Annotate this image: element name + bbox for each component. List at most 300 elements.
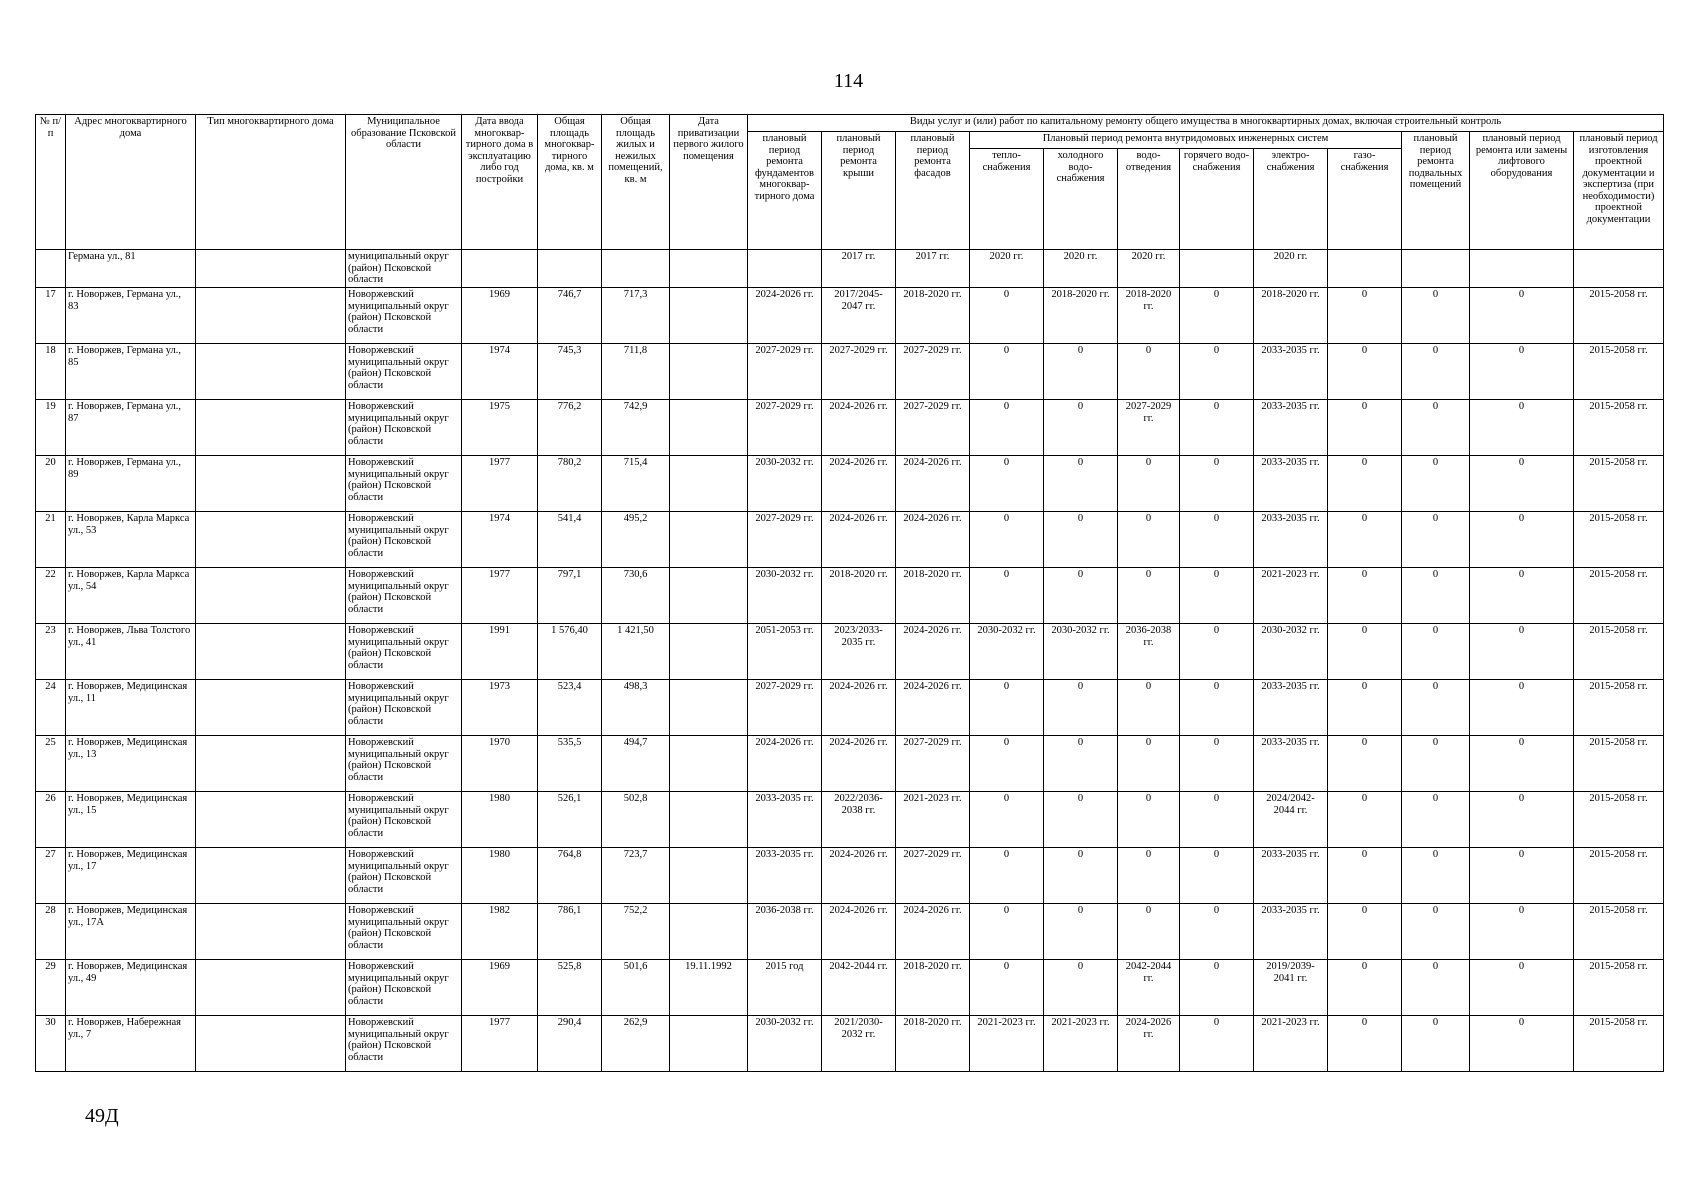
cell-project: 2015-2058 гг. [1574, 960, 1664, 1016]
cell-num: 17 [36, 288, 66, 344]
cell-basement: 0 [1402, 736, 1470, 792]
cell-facade: 2021-2023 гг. [896, 792, 970, 848]
cell-roof: 2021/2030-2032 гг. [822, 1016, 896, 1072]
cell-foundation: 2015 год [748, 960, 822, 1016]
cell-living-area: 494,7 [602, 736, 670, 792]
cell-basement: 0 [1402, 960, 1470, 1016]
cell-electric: 2033-2035 гг. [1254, 512, 1328, 568]
cell-heat: 0 [970, 456, 1044, 512]
header-cold-water: холодного водо-снабжения [1044, 149, 1118, 250]
table-row-continuation [36, 250, 1664, 288]
cell-electric: 2033-2035 гг. [1254, 680, 1328, 736]
cell-gas [1328, 250, 1402, 288]
cell-foundation: 2030-2032 гг. [748, 568, 822, 624]
cell-year: 1977 [462, 1016, 538, 1072]
cell-hot-water: 0 [1180, 456, 1254, 512]
table-row [36, 344, 1664, 400]
cell-facade: 2018-2020 гг. [896, 568, 970, 624]
cell-cold-water: 0 [1044, 848, 1118, 904]
cell-type [196, 250, 346, 288]
header-gas: газо-снабжения [1328, 149, 1402, 250]
cell-total-area: 746,7 [538, 288, 602, 344]
cell-heat: 0 [970, 792, 1044, 848]
cell-privatization [670, 400, 748, 456]
cell-project: 2015-2058 гг. [1574, 512, 1664, 568]
cell-municipality: Новоржевский муниципальный округ (район) Псковской области [346, 400, 462, 456]
cell-electric: 2033-2035 гг. [1254, 736, 1328, 792]
cell-sewer: 2018-2020 гг. [1118, 288, 1180, 344]
cell-address: г. Новоржев, Медицинская ул., 49 [66, 960, 196, 1016]
cell-elevator: 0 [1470, 1016, 1574, 1072]
cell-municipality: Новоржевский муниципальный округ (район) Псковской области [346, 456, 462, 512]
cell-num: 20 [36, 456, 66, 512]
cell-heat: 2020 гг. [970, 250, 1044, 288]
cell-living-area: 752,2 [602, 904, 670, 960]
header-commission-date: Дата ввода многоквар-тирного дома в эксплуатацию либо год постройки [462, 115, 538, 250]
header-electric: электро-снабжения [1254, 149, 1328, 250]
cell-num: 18 [36, 344, 66, 400]
cell-total-area [538, 250, 602, 288]
cell-total-area: 745,3 [538, 344, 602, 400]
cell-basement: 0 [1402, 680, 1470, 736]
table-row [36, 512, 1664, 568]
cell-total-area: 780,2 [538, 456, 602, 512]
cell-facade: 2024-2026 гг. [896, 456, 970, 512]
cell-gas: 0 [1328, 848, 1402, 904]
cell-address: Германа ул., 81 [66, 250, 196, 288]
cell-basement: 0 [1402, 568, 1470, 624]
cell-year: 1974 [462, 512, 538, 568]
cell-cold-water: 0 [1044, 568, 1118, 624]
cell-num: 30 [36, 1016, 66, 1072]
table-row [36, 904, 1664, 960]
cell-address: г. Новоржев, Льва Толстого ул., 41 [66, 624, 196, 680]
table-row [36, 736, 1664, 792]
cell-cold-water: 2018-2020 гг. [1044, 288, 1118, 344]
cell-gas: 0 [1328, 624, 1402, 680]
cell-total-area: 526,1 [538, 792, 602, 848]
cell-gas: 0 [1328, 568, 1402, 624]
cell-living-area: 723,7 [602, 848, 670, 904]
cell-total-area: 541,4 [538, 512, 602, 568]
cell-living-area: 498,3 [602, 680, 670, 736]
cell-year: 1980 [462, 848, 538, 904]
table-row [36, 288, 1664, 344]
cell-total-area: 786,1 [538, 904, 602, 960]
cell-hot-water: 0 [1180, 1016, 1254, 1072]
cell-heat: 0 [970, 344, 1044, 400]
header-engineering-group: Плановый период ремонта внутридомовых инженерных систем [970, 132, 1402, 149]
cell-basement: 0 [1402, 792, 1470, 848]
cell-total-area: 764,8 [538, 848, 602, 904]
header-living-area: Общая площадь жилых и нежилых помещений, кв. м [602, 115, 670, 250]
table-row [36, 624, 1664, 680]
cell-elevator: 0 [1470, 456, 1574, 512]
header-works-group: Виды услуг и (или) работ по капитальному ремонту общего имущества в многоквартирных домах, включая строительный контроль [748, 115, 1664, 132]
cell-sewer: 2042-2044 гг. [1118, 960, 1180, 1016]
cell-gas: 0 [1328, 456, 1402, 512]
cell-project: 2015-2058 гг. [1574, 1016, 1664, 1072]
cell-cold-water: 0 [1044, 456, 1118, 512]
cell-sewer: 0 [1118, 512, 1180, 568]
cell-type [196, 624, 346, 680]
cell-cold-water: 0 [1044, 512, 1118, 568]
cell-sewer: 2020 гг. [1118, 250, 1180, 288]
cell-project: 2015-2058 гг. [1574, 680, 1664, 736]
cell-total-area: 1 576,40 [538, 624, 602, 680]
cell-electric: 2030-2032 гг. [1254, 624, 1328, 680]
cell-living-area: 711,8 [602, 344, 670, 400]
cell-gas: 0 [1328, 960, 1402, 1016]
header-facade: плановый период ремонта фасадов [896, 132, 970, 250]
cell-facade: 2027-2029 гг. [896, 736, 970, 792]
cell-hot-water: 0 [1180, 624, 1254, 680]
cell-project: 2015-2058 гг. [1574, 344, 1664, 400]
cell-project: 2015-2058 гг. [1574, 288, 1664, 344]
cell-foundation: 2024-2026 гг. [748, 288, 822, 344]
cell-type [196, 512, 346, 568]
cell-project: 2015-2058 гг. [1574, 736, 1664, 792]
cell-municipality: Новоржевский муниципальный округ (район) Псковской области [346, 512, 462, 568]
cell-facade: 2027-2029 гг. [896, 400, 970, 456]
cell-project: 2015-2058 гг. [1574, 848, 1664, 904]
cell-project: 2015-2058 гг. [1574, 568, 1664, 624]
cell-heat: 0 [970, 904, 1044, 960]
header-basement: плановый период ремонта подвальных помещений [1402, 132, 1470, 250]
cell-facade: 2024-2026 гг. [896, 512, 970, 568]
cell-num: 21 [36, 512, 66, 568]
cell-elevator: 0 [1470, 736, 1574, 792]
cell-facade: 2024-2026 гг. [896, 680, 970, 736]
cell-municipality: Новоржевский муниципальный округ (район) Псковской области [346, 624, 462, 680]
cell-type [196, 904, 346, 960]
cell-municipality: Новоржевский муниципальный округ (район) Псковской области [346, 960, 462, 1016]
cell-heat: 0 [970, 400, 1044, 456]
cell-municipality: Новоржевский муниципальный округ (район) Псковской области [346, 568, 462, 624]
cell-cold-water: 0 [1044, 400, 1118, 456]
cell-living-area: 1 421,50 [602, 624, 670, 680]
cell-num: 19 [36, 400, 66, 456]
cell-basement: 0 [1402, 624, 1470, 680]
table-row [36, 792, 1664, 848]
cell-hot-water: 0 [1180, 904, 1254, 960]
cell-year: 1991 [462, 624, 538, 680]
cell-municipality: Новоржевский муниципальный округ (район) Псковской области [346, 1016, 462, 1072]
cell-municipality: Новоржевский муниципальный округ (район) Псковской области [346, 792, 462, 848]
cell-address: г. Новоржев, Медицинская ул., 17А [66, 904, 196, 960]
cell-heat: 0 [970, 736, 1044, 792]
cell-municipality: Новоржевский муниципальный округ (район) Псковской области [346, 344, 462, 400]
header-heat: тепло-снабжения [970, 149, 1044, 250]
footer-code: 49Д [85, 1105, 119, 1127]
cell-elevator: 0 [1470, 792, 1574, 848]
capital-repair-table [35, 114, 1664, 1072]
cell-type [196, 848, 346, 904]
cell-heat: 0 [970, 960, 1044, 1016]
cell-year: 1977 [462, 456, 538, 512]
cell-roof: 2024-2026 гг. [822, 736, 896, 792]
cell-type [196, 792, 346, 848]
cell-elevator: 0 [1470, 680, 1574, 736]
cell-cold-water: 2030-2032 гг. [1044, 624, 1118, 680]
cell-num: 28 [36, 904, 66, 960]
cell-roof: 2017 гг. [822, 250, 896, 288]
cell-address: г. Новоржев, Медицинская ул., 17 [66, 848, 196, 904]
cell-basement: 0 [1402, 904, 1470, 960]
cell-roof: 2042-2044 гг. [822, 960, 896, 1016]
cell-roof: 2023/2033-2035 гг. [822, 624, 896, 680]
cell-foundation: 2036-2038 гг. [748, 904, 822, 960]
header-roof: плановый период ремонта крыши [822, 132, 896, 250]
cell-hot-water: 0 [1180, 288, 1254, 344]
cell-hot-water: 0 [1180, 848, 1254, 904]
cell-hot-water: 0 [1180, 960, 1254, 1016]
cell-total-area: 290,4 [538, 1016, 602, 1072]
cell-living-area: 262,9 [602, 1016, 670, 1072]
cell-year: 1975 [462, 400, 538, 456]
cell-privatization [670, 680, 748, 736]
cell-facade: 2017 гг. [896, 250, 970, 288]
cell-facade: 2018-2020 гг. [896, 960, 970, 1016]
cell-electric: 2018-2020 гг. [1254, 288, 1328, 344]
cell-year: 1970 [462, 736, 538, 792]
cell-municipality: муниципальный округ (район) Псковской области [346, 250, 462, 288]
cell-gas: 0 [1328, 792, 1402, 848]
cell-hot-water: 0 [1180, 512, 1254, 568]
cell-gas: 0 [1328, 512, 1402, 568]
cell-privatization [670, 904, 748, 960]
cell-foundation: 2027-2029 гг. [748, 680, 822, 736]
cell-gas: 0 [1328, 736, 1402, 792]
cell-total-area: 535,5 [538, 736, 602, 792]
cell-basement: 0 [1402, 848, 1470, 904]
cell-elevator: 0 [1470, 568, 1574, 624]
cell-cold-water: 0 [1044, 960, 1118, 1016]
cell-sewer: 0 [1118, 736, 1180, 792]
cell-heat: 2021-2023 гг. [970, 1016, 1044, 1072]
cell-total-area: 797,1 [538, 568, 602, 624]
cell-address: г. Новоржев, Медицинская ул., 13 [66, 736, 196, 792]
cell-foundation: 2033-2035 гг. [748, 792, 822, 848]
cell-facade: 2024-2026 гг. [896, 904, 970, 960]
cell-hot-water: 0 [1180, 344, 1254, 400]
cell-num: 25 [36, 736, 66, 792]
cell-cold-water: 0 [1044, 904, 1118, 960]
cell-project: 2015-2058 гг. [1574, 624, 1664, 680]
cell-hot-water: 0 [1180, 680, 1254, 736]
cell-privatization [670, 792, 748, 848]
cell-municipality: Новоржевский муниципальный округ (район) Псковской области [346, 848, 462, 904]
cell-privatization: 19.11.1992 [670, 960, 748, 1016]
cell-roof: 2024-2026 гг. [822, 512, 896, 568]
cell-facade: 2018-2020 гг. [896, 1016, 970, 1072]
cell-facade: 2027-2029 гг. [896, 848, 970, 904]
cell-address: г. Новоржев, Германа ул., 87 [66, 400, 196, 456]
cell-living-area: 730,6 [602, 568, 670, 624]
cell-address: г. Новоржев, Медицинская ул., 15 [66, 792, 196, 848]
cell-foundation: 2051-2053 гг. [748, 624, 822, 680]
cell-privatization [670, 1016, 748, 1072]
table-row [36, 848, 1664, 904]
cell-project: 2015-2058 гг. [1574, 456, 1664, 512]
cell-type [196, 680, 346, 736]
cell-foundation: 2024-2026 гг. [748, 736, 822, 792]
cell-living-area: 715,4 [602, 456, 670, 512]
cell-sewer: 0 [1118, 792, 1180, 848]
table-row [36, 680, 1664, 736]
cell-sewer: 0 [1118, 344, 1180, 400]
cell-municipality: Новоржевский муниципальный округ (район) Псковской области [346, 904, 462, 960]
cell-heat: 0 [970, 680, 1044, 736]
cell-basement: 0 [1402, 344, 1470, 400]
cell-heat: 0 [970, 848, 1044, 904]
table-row [36, 456, 1664, 512]
cell-privatization [670, 736, 748, 792]
cell-roof: 2024-2026 гг. [822, 400, 896, 456]
cell-type [196, 344, 346, 400]
cell-project [1574, 250, 1664, 288]
table-row [36, 400, 1664, 456]
cell-gas: 0 [1328, 400, 1402, 456]
cell-privatization [670, 848, 748, 904]
header-elevator: плановый период ремонта или замены лифтового оборудования [1470, 132, 1574, 250]
cell-facade: 2024-2026 гг. [896, 624, 970, 680]
cell-privatization [670, 250, 748, 288]
cell-electric: 2021-2023 гг. [1254, 1016, 1328, 1072]
cell-heat: 2030-2032 гг. [970, 624, 1044, 680]
cell-basement: 0 [1402, 456, 1470, 512]
cell-sewer: 0 [1118, 904, 1180, 960]
cell-gas: 0 [1328, 680, 1402, 736]
cell-elevator: 0 [1470, 960, 1574, 1016]
cell-roof: 2024-2026 гг. [822, 904, 896, 960]
cell-roof: 2018-2020 гг. [822, 568, 896, 624]
cell-sewer: 0 [1118, 456, 1180, 512]
cell-municipality: Новоржевский муниципальный округ (район) Псковской области [346, 680, 462, 736]
cell-address: г. Новоржев, Медицинская ул., 11 [66, 680, 196, 736]
cell-gas: 0 [1328, 904, 1402, 960]
cell-living-area: 742,9 [602, 400, 670, 456]
cell-num: 23 [36, 624, 66, 680]
cell-num [36, 250, 66, 288]
cell-foundation: 2030-2032 гг. [748, 456, 822, 512]
cell-foundation: 2030-2032 гг. [748, 1016, 822, 1072]
cell-electric: 2033-2035 гг. [1254, 904, 1328, 960]
cell-cold-water: 0 [1044, 792, 1118, 848]
cell-basement [1402, 250, 1470, 288]
cell-elevator: 0 [1470, 344, 1574, 400]
cell-num: 24 [36, 680, 66, 736]
cell-address: г. Новоржев, Карла Маркса ул., 54 [66, 568, 196, 624]
table-row [36, 1016, 1664, 1072]
cell-sewer: 0 [1118, 848, 1180, 904]
cell-hot-water: 0 [1180, 736, 1254, 792]
cell-total-area: 776,2 [538, 400, 602, 456]
cell-year: 1974 [462, 344, 538, 400]
cell-privatization [670, 456, 748, 512]
cell-basement: 0 [1402, 400, 1470, 456]
cell-privatization [670, 344, 748, 400]
cell-foundation: 2027-2029 гг. [748, 400, 822, 456]
cell-type [196, 400, 346, 456]
cell-roof: 2024-2026 гг. [822, 848, 896, 904]
cell-address: г. Новоржев, Набережная ул., 7 [66, 1016, 196, 1072]
cell-roof: 2017/2045-2047 гг. [822, 288, 896, 344]
cell-living-area: 502,8 [602, 792, 670, 848]
cell-cold-water: 0 [1044, 680, 1118, 736]
cell-address: г. Новоржев, Германа ул., 89 [66, 456, 196, 512]
cell-year: 1982 [462, 904, 538, 960]
cell-privatization [670, 288, 748, 344]
cell-type [196, 1016, 346, 1072]
cell-sewer: 0 [1118, 568, 1180, 624]
cell-living-area: 501,6 [602, 960, 670, 1016]
cell-roof: 2024-2026 гг. [822, 456, 896, 512]
cell-project: 2015-2058 гг. [1574, 904, 1664, 960]
cell-year [462, 250, 538, 288]
cell-electric: 2019/2039-2041 гг. [1254, 960, 1328, 1016]
cell-cold-water: 2021-2023 гг. [1044, 1016, 1118, 1072]
header-municipality: Муниципальное образование Псковской области [346, 115, 462, 250]
cell-type [196, 288, 346, 344]
cell-sewer: 2027-2029 гг. [1118, 400, 1180, 456]
cell-electric: 2024/2042-2044 гг. [1254, 792, 1328, 848]
cell-total-area: 525,8 [538, 960, 602, 1016]
cell-cold-water: 0 [1044, 344, 1118, 400]
cell-address: г. Новоржев, Карла Маркса ул., 53 [66, 512, 196, 568]
cell-foundation: 2027-2029 гг. [748, 512, 822, 568]
cell-total-area: 523,4 [538, 680, 602, 736]
cell-type [196, 568, 346, 624]
cell-gas: 0 [1328, 1016, 1402, 1072]
cell-electric: 2020 гг. [1254, 250, 1328, 288]
cell-heat: 0 [970, 568, 1044, 624]
cell-gas: 0 [1328, 344, 1402, 400]
cell-year: 1977 [462, 568, 538, 624]
header-address: Адрес многоквартирного дома [66, 115, 196, 250]
cell-electric: 2033-2035 гг. [1254, 400, 1328, 456]
cell-elevator: 0 [1470, 624, 1574, 680]
cell-roof: 2027-2029 гг. [822, 344, 896, 400]
cell-hot-water [1180, 250, 1254, 288]
cell-type [196, 456, 346, 512]
cell-heat: 0 [970, 288, 1044, 344]
header-type: Тип многоквартирного дома [196, 115, 346, 250]
cell-elevator: 0 [1470, 904, 1574, 960]
header-privatization-date: Дата приватизации первого жилого помещения [670, 115, 748, 250]
cell-elevator: 0 [1470, 848, 1574, 904]
header-num: № п/п [36, 115, 66, 250]
cell-sewer: 0 [1118, 680, 1180, 736]
cell-privatization [670, 568, 748, 624]
cell-cold-water: 0 [1044, 736, 1118, 792]
cell-electric: 2033-2035 гг. [1254, 848, 1328, 904]
cell-heat: 0 [970, 512, 1044, 568]
cell-electric: 2033-2035 гг. [1254, 456, 1328, 512]
cell-num: 26 [36, 792, 66, 848]
cell-sewer: 2024-2026 гг. [1118, 1016, 1180, 1072]
cell-elevator: 0 [1470, 400, 1574, 456]
cell-year: 1969 [462, 960, 538, 1016]
cell-basement: 0 [1402, 288, 1470, 344]
cell-roof: 2024-2026 гг. [822, 680, 896, 736]
header-sewer: водо-отведения [1118, 149, 1180, 250]
header-project-docs: плановый период изготовления проектной документации и экспертиза (при необходимости) проектной документации [1574, 132, 1664, 250]
cell-electric: 2033-2035 гг. [1254, 344, 1328, 400]
cell-hot-water: 0 [1180, 792, 1254, 848]
cell-num: 22 [36, 568, 66, 624]
table-row [36, 960, 1664, 1016]
